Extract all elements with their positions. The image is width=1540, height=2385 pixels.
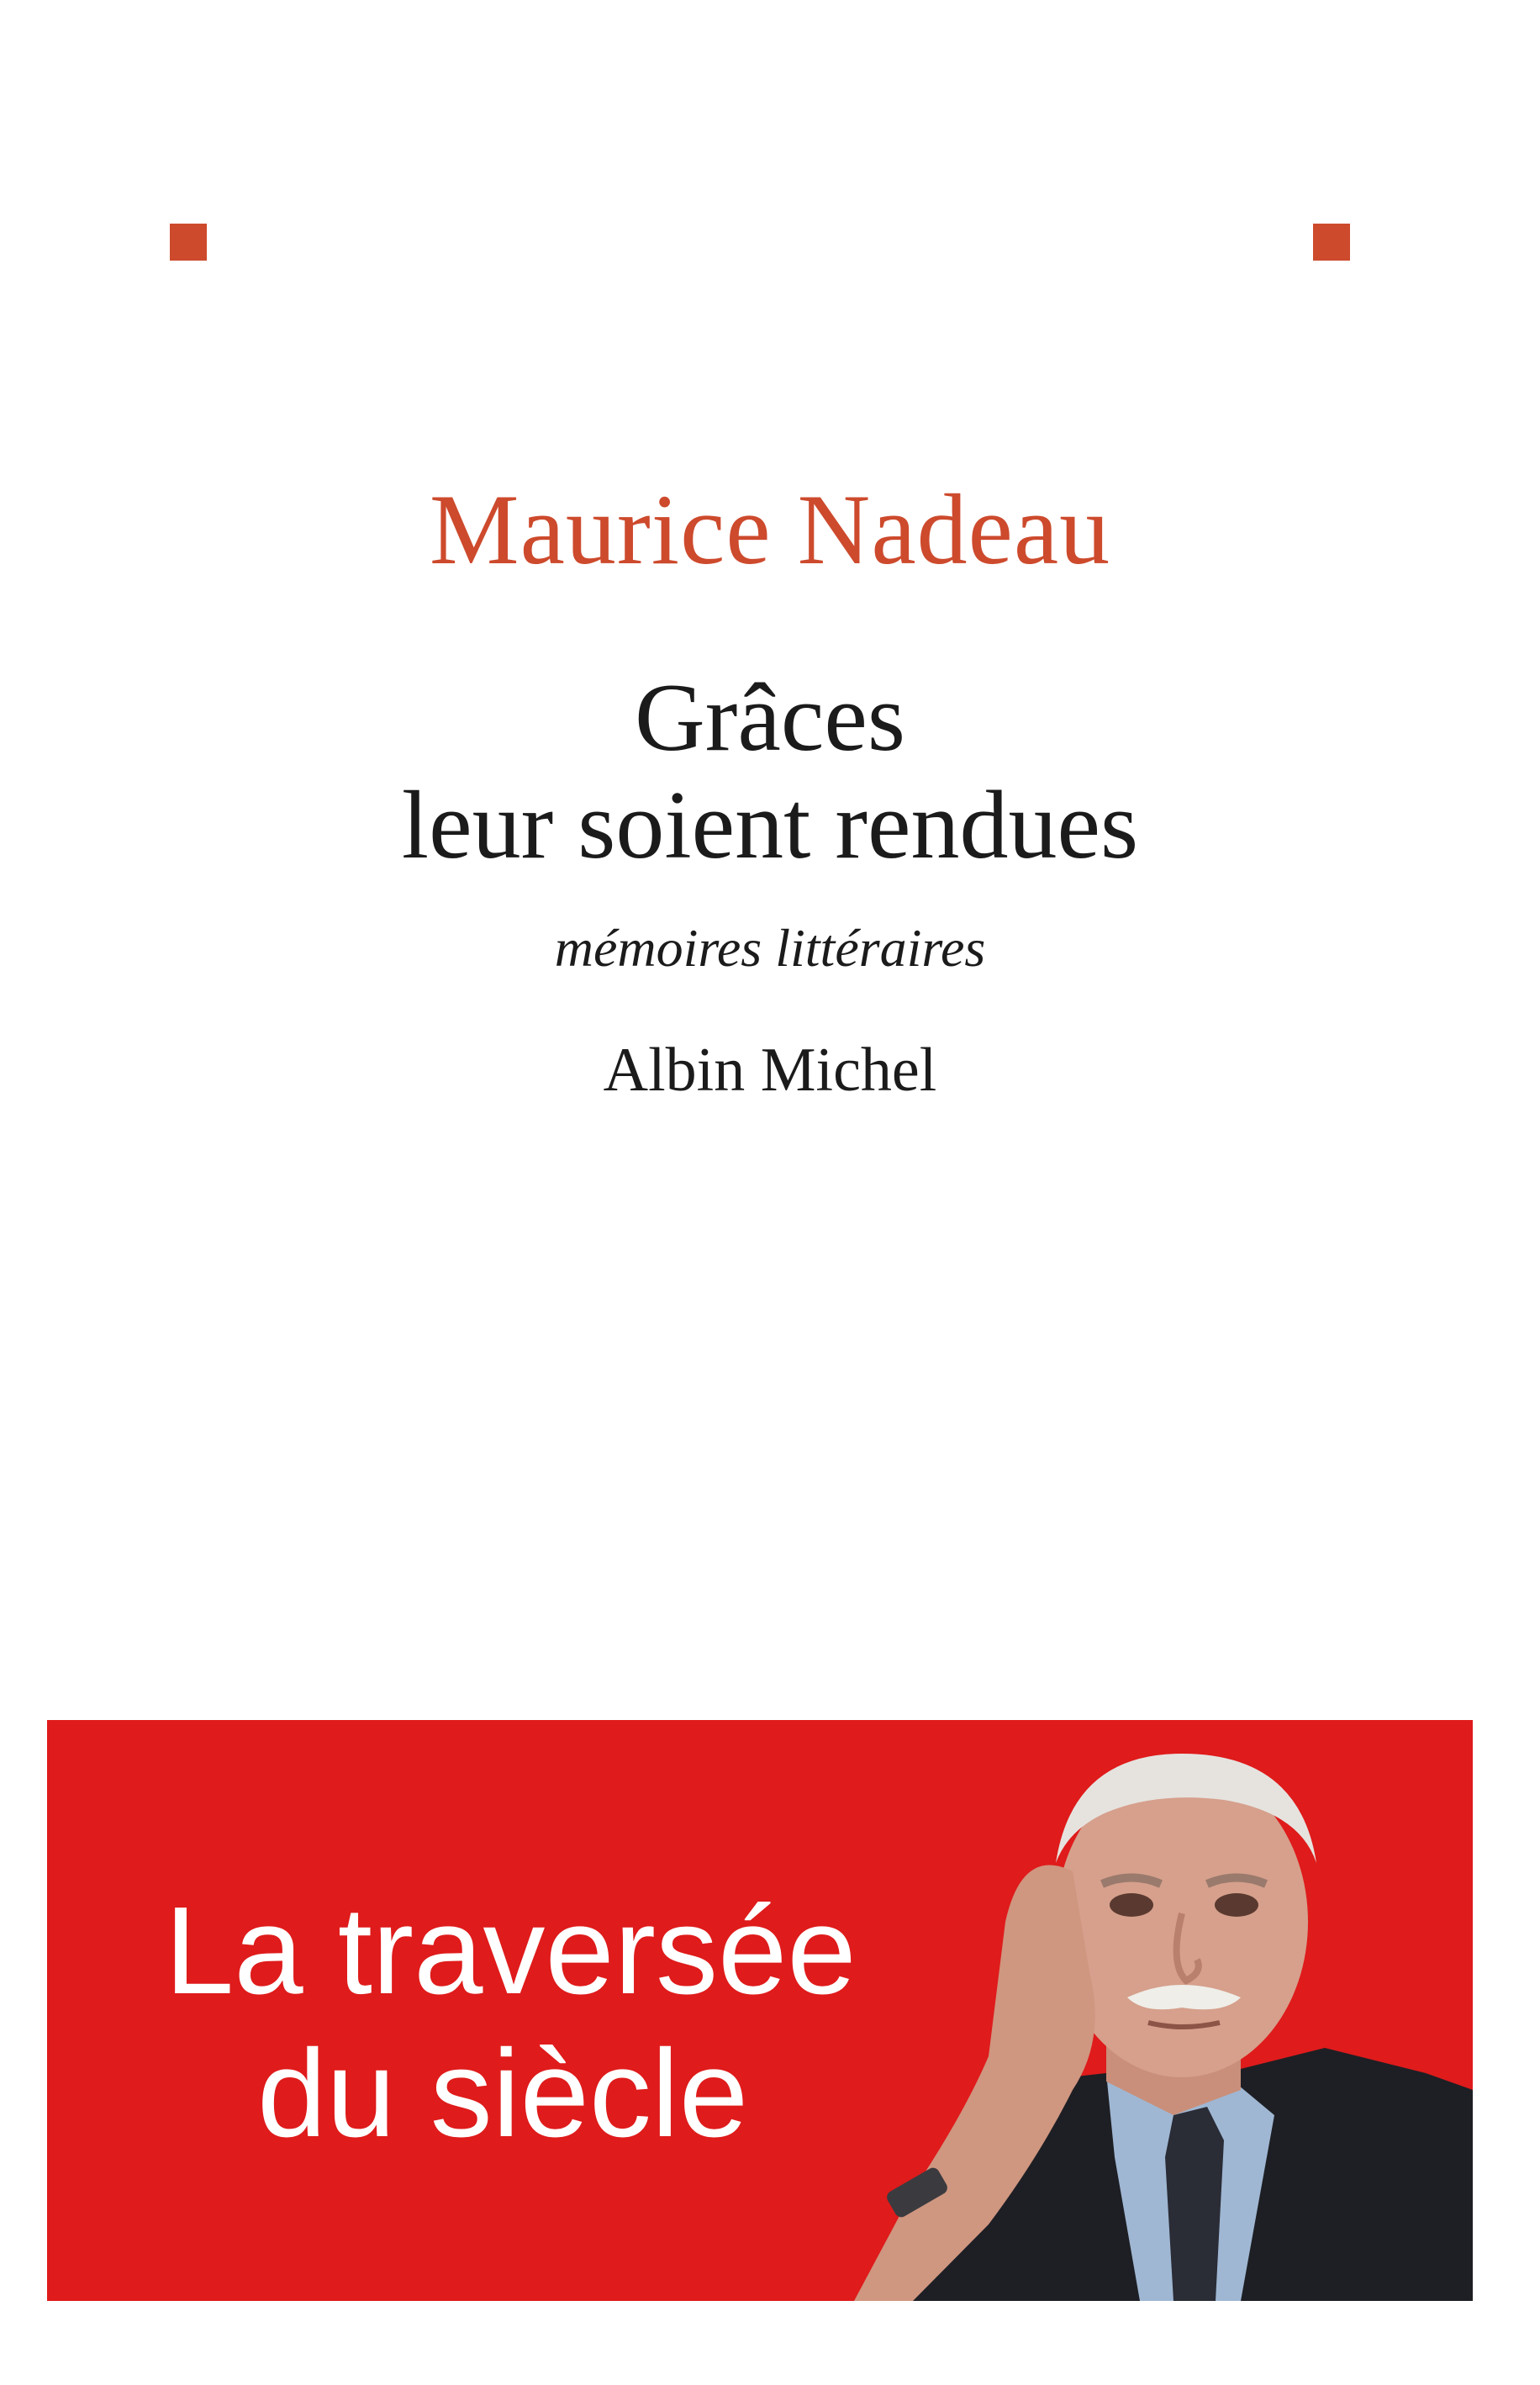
author-name: Maurice Nadeau	[429, 473, 1111, 585]
banner-line-1: La traversée	[165, 1881, 857, 2020]
corner-square-mark-right	[1313, 224, 1350, 261]
book-subtitle: mémoires littéraires	[554, 918, 986, 978]
red-banner	[47, 1720, 1473, 2301]
banner-slogan	[165, 1880, 1005, 2166]
banner-line-2: du siècle	[257, 2024, 749, 2163]
book-title	[0, 664, 1540, 879]
publisher-name: Albin Michel	[603, 1036, 937, 1105]
book-title-line-2: leur soient rendues	[401, 772, 1139, 879]
corner-square-mark-left	[170, 224, 207, 261]
tie	[1165, 2107, 1224, 2301]
book-title-line-1: Grâces	[634, 664, 905, 772]
